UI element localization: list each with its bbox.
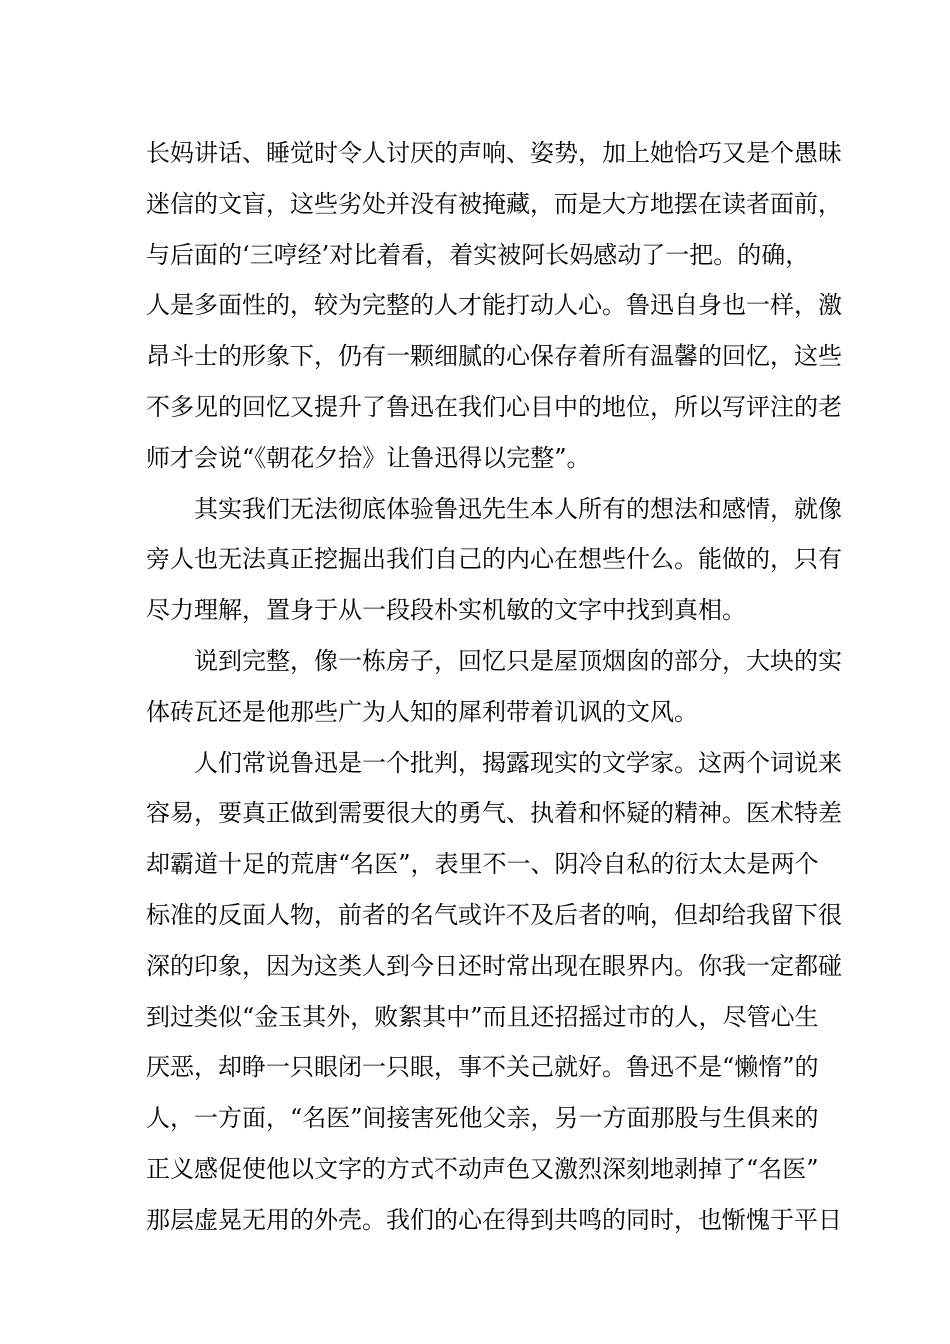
text-line: 与后面的‘三哼经’对比着看，着实被阿长妈感动了一把。的确， <box>146 240 810 269</box>
text-line: 那层虚晃无用的外壳。我们的心在得到共鸣的同时，也惭愧于平日 <box>146 1205 842 1234</box>
paragraph-first-line: 其实我们无法彻底体验鲁迅先生本人所有的想法和感情，就像 <box>194 494 842 523</box>
text-line: 不多见的回忆又提升了鲁迅在我们心目中的地位，所以写评注的老 <box>146 392 842 421</box>
text-line: 标准的反面人物，前者的名气或许不及后者的响，但却给我留下很 <box>146 900 842 929</box>
body-text <box>146 128 842 1246</box>
paragraph-first-line: 人们常说鲁迅是一个批判，揭露现实的文学家。这两个词说来 <box>194 748 842 777</box>
text-line: 正义感促使他以文字的方式不动声色又激烈深刻地剥掉了“名医” <box>146 1154 819 1183</box>
text-line: 迷信的文盲，这些劣处并没有被掩藏，而是大方地摆在读者面前， <box>146 189 842 218</box>
text-line: 容易，要真正做到需要很大的勇气、执着和怀疑的精神。医术特差 <box>146 799 842 828</box>
paragraph-first-line: 说到完整，像一栋房子，回忆只是屋顶烟囱的部分，大块的实 <box>194 646 842 675</box>
text-line: 尽力理解，置身于从一段段朴实机敏的文字中找到真相。 <box>146 596 746 625</box>
text-line: 人，一方面，“名医”间接害死他父亲，另一方面那股与生俱来的 <box>146 1104 819 1133</box>
text-line: 昂斗士的形象下，仍有一颗细腻的心保存着所有温馨的回忆，这些 <box>146 342 842 371</box>
text-line: 到过类似“金玉其外，败絮其中”而且还招摇过市的人，尽管心生 <box>146 1002 819 1031</box>
text-line: 却霸道十足的荒唐“名医”，表里不一、阴冷自私的衍太太是两个 <box>146 850 819 879</box>
text-line: 深的印象，因为这类人到今日还时常出现在眼界内。你我一定都碰 <box>146 951 842 980</box>
text-line: 人是多面性的，较为完整的人才能打动人心。鲁迅自身也一样，激 <box>146 291 842 320</box>
text-line: 厌恶，却睁一只眼闭一只眼，事不关己就好。鲁迅不是“懒惰”的 <box>146 1053 819 1082</box>
text-line: 旁人也无法真正挖掘出我们自己的内心在想些什么。能做的，只有 <box>146 545 842 574</box>
text-line: 长妈讲话、睡觉时令人讨厌的声响、姿势，加上她恰巧又是个愚昧 <box>146 139 842 167</box>
text-line: 师才会说“《朝花夕拾》让鲁迅得以完整”。 <box>146 443 591 472</box>
text-line: 体砖瓦还是他那些广为人知的犀利带着讥讽的文风。 <box>146 697 698 726</box>
